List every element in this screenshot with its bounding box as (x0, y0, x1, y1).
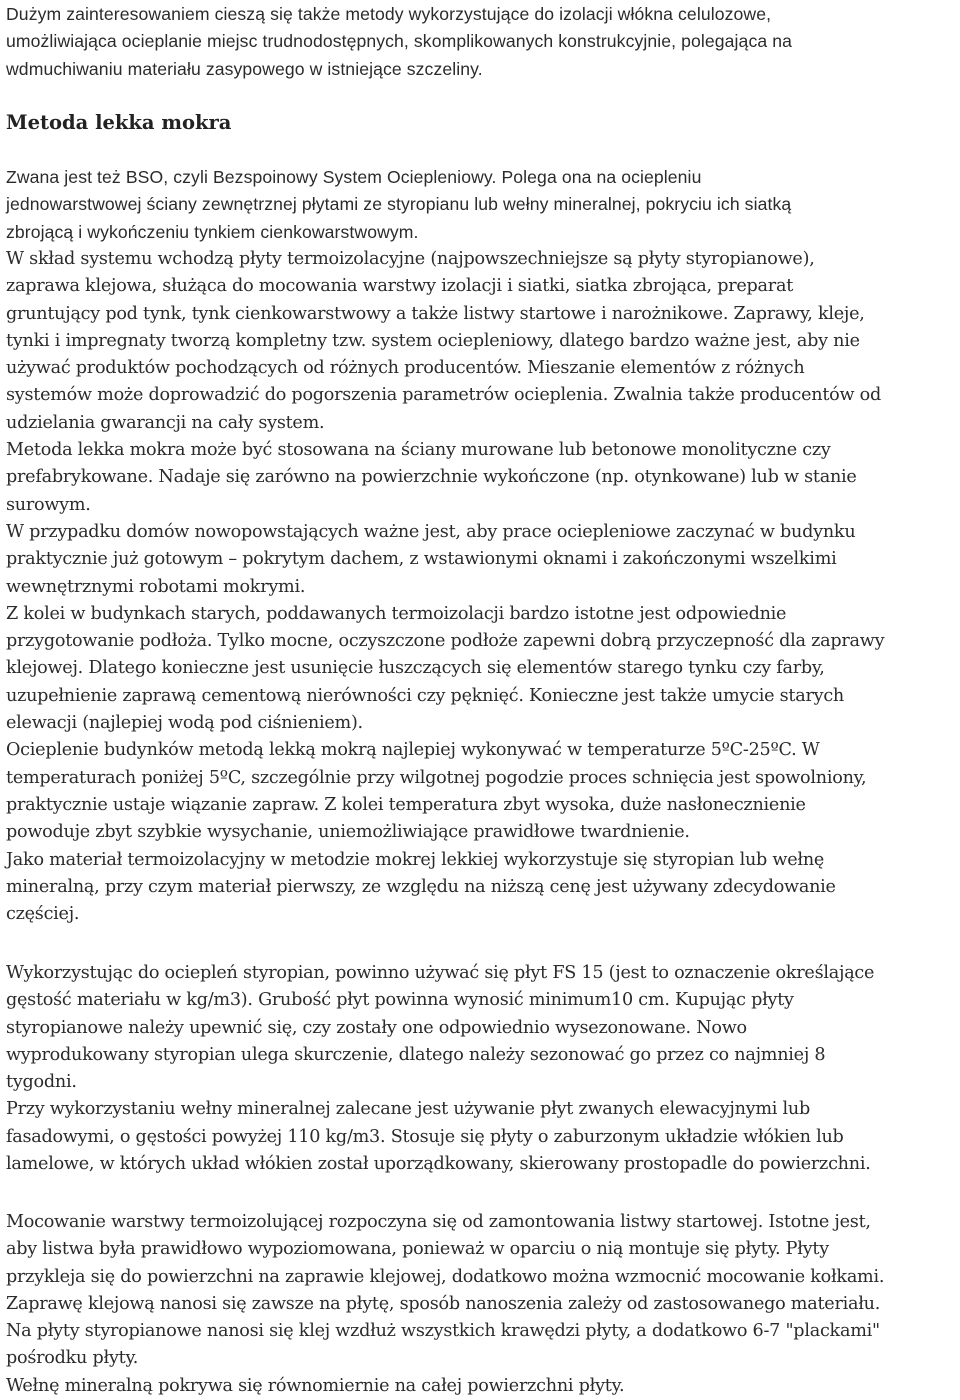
material-paragraph (6, 847, 884, 929)
system-paragraph (6, 246, 884, 437)
serif-body-2 (6, 960, 874, 1178)
material-line: Jako materiał termoizolacyjny w metodzie mokrej lekkiej wykorzystuje się styropian lub wełnę (6, 849, 825, 870)
mounting-line: Wełnę mineralną pokrywa się równomiernie na całej powierzchni płyty. (6, 1375, 625, 1396)
usage-paragraph (6, 437, 884, 519)
styrofoam-line: gęstość materiału w kg/m3). Grubość płyt powinna wynosić minimum10 cm. Kupując płyty (6, 990, 794, 1011)
bso-line: jednowarstwowej ściany zewnętrznej płytami ze styropianu lub wełny mineralnej, pokryciu ich siatką (6, 194, 792, 215)
material-line: mineralną, przy czym materiał pierwszy, ze względu na niższą cenę jest używany zdecydowanie (6, 876, 836, 897)
section-heading: Metoda lekka mokra (6, 111, 232, 134)
styrofoam-line: Wykorzystując do ociepleń styropian, powinno używać się płyt FS 15 (jest to oznaczenie określające (6, 963, 875, 983)
wool-line: Przy wykorzystaniu wełny mineralnej zalecane jest używanie płyt zwanych elewacyjnymi lub (6, 1099, 810, 1120)
usage-line: Metoda lekka mokra może być stosowana na ściany murowane lub betonowe monolityczne czy (6, 440, 831, 461)
new-houses-line: praktycznie już gotowym – pokrytym dachem, z wstawionymi oknami i zakończonymi wszelkimi (6, 549, 837, 570)
mounting-line: aby listwa była prawidłowo wypoziomowana, ponieważ w oparciu o nią montuje się płyty. Płyty (6, 1239, 829, 1260)
old-houses-line: uzupełnienie zaprawą cementową nierówności czy pęknięć. Konieczne jest także umycie starych (6, 685, 845, 706)
old-houses-line: Z kolei w budynkach starych, poddawanych termoizolacji bardzo istotne jest odpowiednie (6, 603, 787, 624)
temperature-line: Ocieplenie budynków metodą lekką mokrą najlepiej wykonywać w temperaturze 5ºC-25ºC. W (6, 740, 820, 761)
material-line: częściej. (6, 904, 80, 925)
bso-paragraph (6, 164, 791, 246)
bso-line: zbrojącą i wykończeniu tynkiem cienkowarstwowym. (6, 221, 419, 242)
system-line: używać produktów pochodzących od różnych producentów. Mieszanie elementów z różnych (6, 358, 805, 379)
old-houses-line: przygotowanie podłoża. Tylko mocne, oczyszczone podłoże zapewni dobrą przyczepność dla zaprawy (6, 631, 885, 652)
wool-paragraph (6, 1096, 874, 1178)
styrofoam-line: tygodni. (6, 1072, 77, 1093)
system-line: W skład systemu wchodzą płyty termoizolacyjne (najpowszechniejsze są płyty styropianowe), (6, 249, 815, 269)
system-line: gruntujący pod tynk, tynk cienkowarstwowy a także listwy startowe i narożnikowe. Zaprawy, kleje, (6, 303, 865, 324)
old-houses-paragraph (6, 601, 884, 737)
intro-line: wdmuchiwaniu materiału zasypowego w istniejące szczeliny. (6, 58, 483, 79)
wool-line: lamelowe, w których układ włókien został uporządkowany, skierowany prostopadle do powierzchni. (6, 1154, 871, 1175)
new-houses-line: wewnętrznymi robotami mokrymi. (6, 576, 306, 597)
serif-body (6, 246, 884, 928)
styrofoam-line: styropianowe należy upewnić się, czy zostały one odpowiednio wysezonowane. Nowo (6, 1017, 747, 1038)
mounting-line: pośrodku płyty. (6, 1348, 139, 1369)
mounting-line: przykleja się do powierzchni na zaprawie klejowej, dodatkowo można wzmocnić mocowanie kołkami. (6, 1266, 885, 1287)
temperature-line: praktycznie ustaje wiązanie zapraw. Z kolei temperatura zbyt wysoka, duże nasłonecznienie (6, 794, 806, 815)
intro-line: Dużym zainteresowaniem cieszą się także metody wykorzystujące do izolacji włókna celulozowe, (6, 4, 772, 24)
wool-line: fasadowymi, o gęstości powyżej 110 kg/m3. Stosuje się płyty o zaburzonym układzie włókien lub (6, 1126, 844, 1147)
usage-line: prefabrykowane. Nadaje się zarówno na powierzchnie wykończone (np. otynkowane) lub w stanie (6, 467, 857, 488)
mounting-line: Na płyty styropianowe nanosi się klej wzdłuż wszystkich krawędzi płyty, a dodatkowo 6-7 "plackami" (6, 1321, 880, 1342)
system-line: udzielania gwarancji na cały system. (6, 412, 325, 433)
system-line: tynki i impregnaty tworzą kompletny tzw. system ociepleniowy, dlatego bardzo ważne jest, aby nie (6, 330, 860, 351)
old-houses-line: elewacji (najlepiej wodą pod ciśnieniem). (6, 713, 363, 734)
temperature-line: powoduje zbyt szybkie wysychanie, uniemożliwiające prawidłowe twardnienie. (6, 822, 690, 843)
styrofoam-line: wyprodukowany styropian ulega skurczenie, dlatego należy sezonować go przez co najmniej 8 (6, 1044, 826, 1065)
new-houses-paragraph (6, 519, 884, 601)
bso-line: Zwana jest też BSO, czyli Bezspoinowy System Ociepleniowy. Polega ona na ociepleniu (6, 167, 702, 187)
styrofoam-paragraph (6, 960, 874, 1096)
new-houses-line: W przypadku domów nowopowstających ważne jest, aby prace ociepleniowe zaczynać w budynku (6, 521, 856, 542)
temperature-line: temperaturach poniżej 5ºC, szczególnie przy wilgotnej pogodzie proces schnięcia jest spowolniony, (6, 767, 867, 788)
mounting-line: Mocowanie warstwy termoizolującej rozpoczyna się od zamontowania listwy startowej. Istotne jest, (6, 1212, 871, 1232)
mounting-paragraph (6, 1209, 884, 1400)
intro-paragraph (6, 1, 792, 83)
serif-body-3 (6, 1209, 884, 1400)
mounting-line: Zaprawę klejową nanosi się zawsze na płytę, sposób nanoszenia zależy od zastosowanego materiału. (6, 1293, 881, 1314)
system-line: systemów może doprowadzić do pogorszenia parametrów ocieplenia. Zwalnia także producentów od (6, 385, 881, 406)
intro-line: umożliwiająca ocieplanie miejsc trudnodostępnych, skomplikowanych konstrukcyjnie, polegająca na (6, 31, 792, 52)
usage-line: surowym. (6, 494, 91, 515)
old-houses-line: klejowej. Dlatego konieczne jest usunięcie łuszczących się elementów starego tynku czy farby, (6, 658, 825, 679)
system-line: zaprawa klejowa, służąca do mocowania warstwy izolacji i siatki, siatka zbrojąca, preparat (6, 276, 794, 297)
temperature-paragraph (6, 737, 884, 846)
